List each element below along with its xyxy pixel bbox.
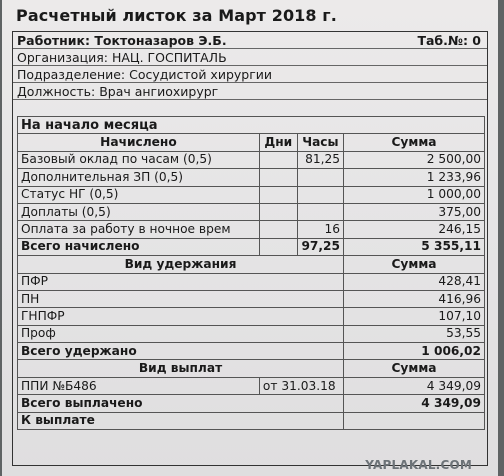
deduction-sum: 107,10 [344, 308, 485, 325]
accrual-sum: 375,00 [344, 203, 485, 220]
accruals-total-hours: 97,25 [297, 238, 343, 255]
deductions-total-row [18, 343, 485, 360]
department-row: Подразделение: Сосудистой хирургии [13, 66, 487, 83]
payslip-paper [2, 0, 498, 476]
deduction-sum: 416,96 [344, 290, 485, 307]
deduction-row [18, 308, 485, 325]
accrual-row [18, 221, 485, 238]
accrual-hours [297, 203, 343, 220]
payments-total-label: Всего выплачено [18, 395, 344, 412]
deduction-name: ГНПФР [18, 308, 344, 325]
tab-number: Таб.№: 0 [417, 33, 481, 48]
accrual-hours [297, 169, 343, 186]
accruals-col-hours: Часы [297, 134, 343, 151]
accruals-col-days: Дни [259, 134, 297, 151]
accrual-name: Дополнительная ЗП (0,5) [18, 169, 260, 186]
payable-label: К выплате [18, 412, 344, 429]
deduction-sum: 53,55 [344, 325, 485, 342]
accrual-sum: 246,15 [344, 221, 485, 238]
payment-date: от 31.03.18 [259, 377, 343, 394]
watermark: YAPLAKAL.COM [365, 458, 472, 472]
deduction-row [18, 273, 485, 290]
accrual-sum: 2 500,00 [344, 151, 485, 168]
accrual-hours: 16 [297, 221, 343, 238]
accruals-col-name: Начислено [18, 134, 260, 151]
accruals-col-sum: Сумма [344, 134, 485, 151]
section-start-row [18, 117, 485, 134]
deductions-col-sum: Сумма [344, 256, 485, 273]
accruals-total-sum: 5 355,11 [344, 238, 485, 255]
accrual-days [259, 169, 297, 186]
deduction-row [18, 325, 485, 342]
deduction-row [18, 290, 485, 307]
accrual-name: Базовый оклад по часам (0,5) [18, 151, 260, 168]
deductions-total-label: Всего удержано [18, 343, 344, 360]
employee-row [13, 32, 487, 49]
payments-total-row [18, 395, 485, 412]
payslip-title: Расчетный листок за Март 2018 г. [16, 6, 337, 25]
section-start-title: На начало месяца [18, 117, 485, 134]
payments-col-sum: Сумма [344, 360, 485, 377]
accrual-days [259, 151, 297, 168]
payable-row [18, 412, 485, 429]
accrual-hours [297, 186, 343, 203]
accruals-total-days [259, 238, 297, 255]
payments-total-sum: 4 349,09 [344, 395, 485, 412]
deduction-sum: 428,41 [344, 273, 485, 290]
accrual-days [259, 186, 297, 203]
accrual-name: Оплата за работу в ночное врем [18, 221, 260, 238]
deduction-name: ПН [18, 290, 344, 307]
accruals-total-label: Всего начислено [18, 238, 260, 255]
accruals-header-row [18, 134, 485, 151]
accrual-sum: 1 000,00 [344, 186, 485, 203]
payment-row [18, 377, 485, 394]
accruals-total-row [18, 238, 485, 255]
payable-sum [344, 412, 485, 429]
payslip-table [17, 116, 485, 430]
accrual-row [18, 169, 485, 186]
payment-sum: 4 349,09 [344, 377, 485, 394]
position-row: Должность: Врач ангиохирург [13, 83, 487, 100]
accrual-row [18, 151, 485, 168]
accrual-name: Доплаты (0,5) [18, 203, 260, 220]
deductions-col-name: Вид удержания [18, 256, 344, 273]
payment-name: ППИ №Б486 [18, 377, 260, 394]
accrual-hours: 81,25 [297, 151, 343, 168]
accrual-days [259, 203, 297, 220]
deduction-name: Проф [18, 325, 344, 342]
payslip-sheet [12, 31, 488, 466]
accrual-days [259, 221, 297, 238]
deduction-name: ПФР [18, 273, 344, 290]
accrual-row [18, 186, 485, 203]
deductions-total-sum: 1 006,02 [344, 343, 485, 360]
payments-col-name: Вид выплат [18, 360, 344, 377]
accrual-row [18, 203, 485, 220]
organization-row: Организация: НАЦ. ГОСПИТАЛЬ [13, 49, 487, 66]
employee-name: Работник: Токтоназаров Э.Б. [17, 33, 227, 48]
deductions-header-row [18, 256, 485, 273]
payments-header-row [18, 360, 485, 377]
accrual-sum: 1 233,96 [344, 169, 485, 186]
accrual-name: Статус НГ (0,5) [18, 186, 260, 203]
